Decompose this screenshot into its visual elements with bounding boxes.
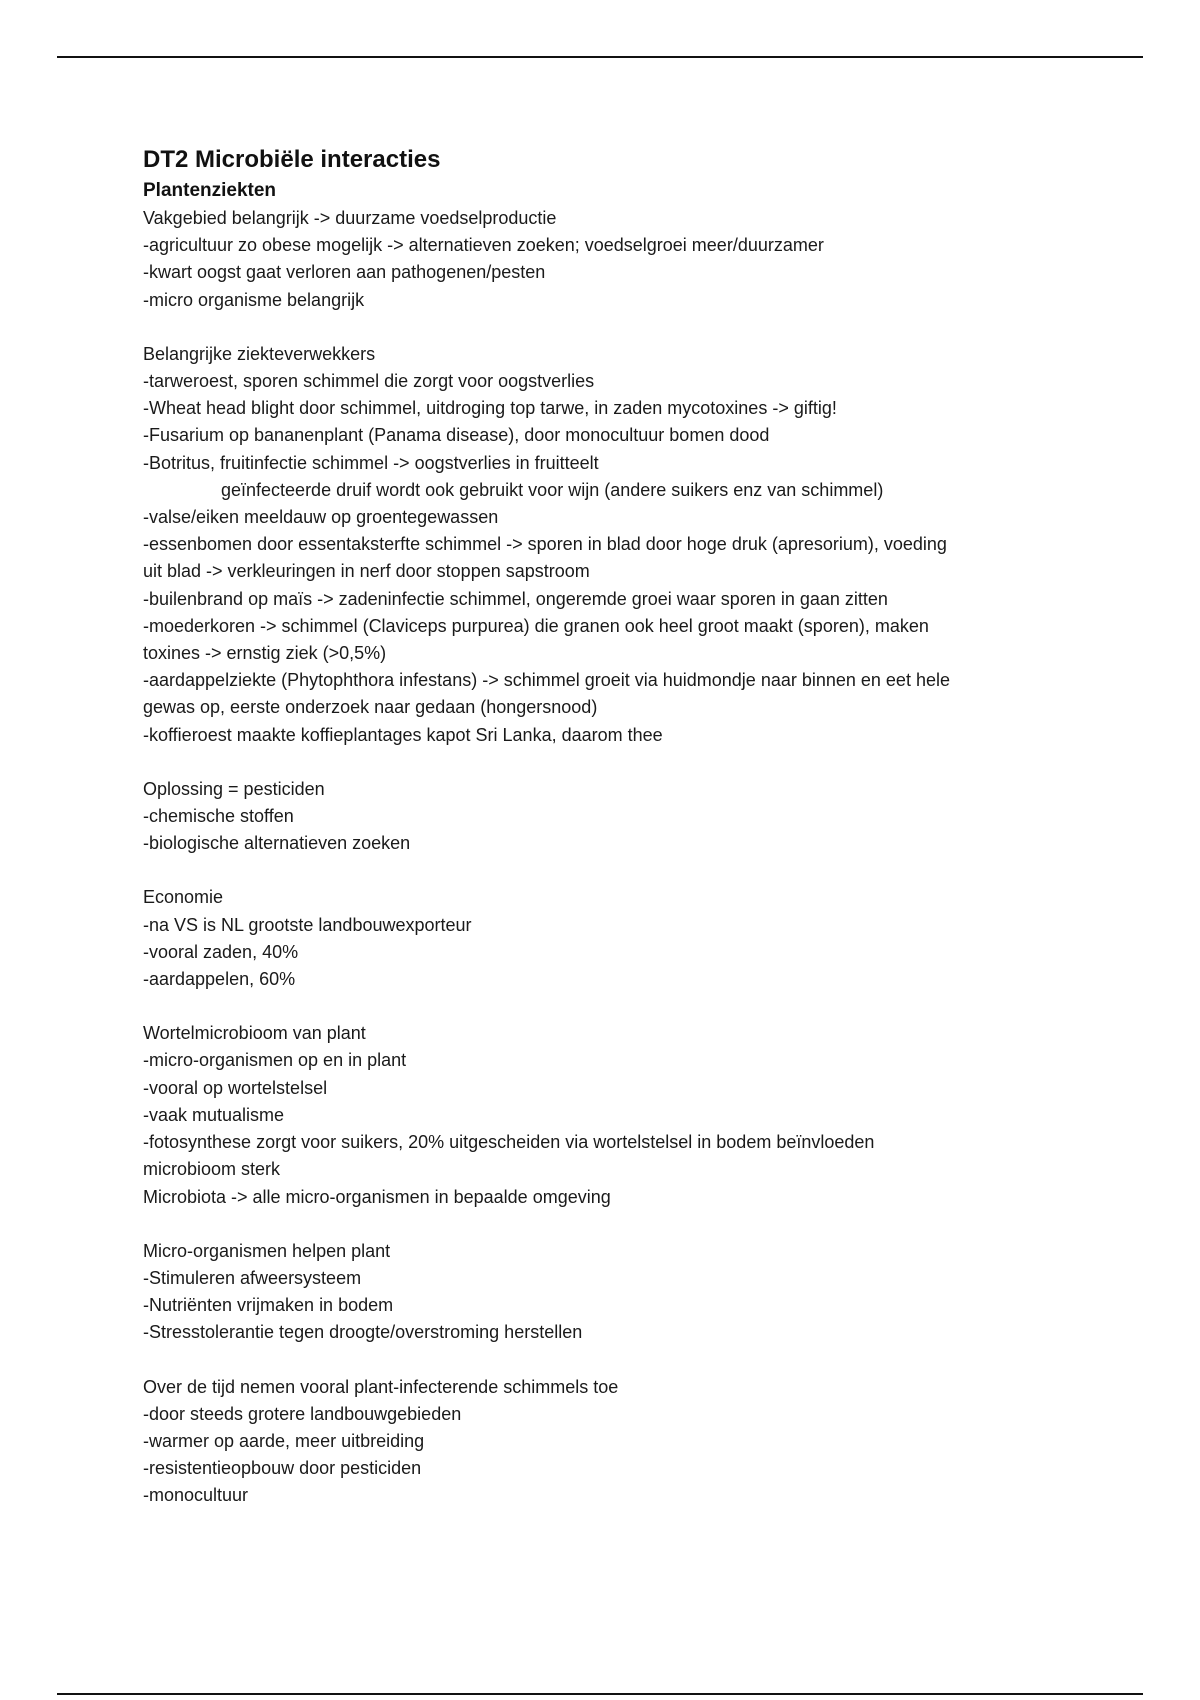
section-heading: Oplossing = pesticiden [143,778,325,799]
text-line: -warmer op aarde, meer uitbreiding [143,1430,425,1451]
text-line: -koffieroest maakte koffieplantages kapot Sri Lanka, daarom thee [143,724,663,745]
text-line: -na VS is NL grootste landbouwexporteur [143,914,472,935]
section-solution [143,776,1083,858]
text-line: -Stresstolerantie tegen droogte/overstroming herstellen [143,1322,583,1343]
text-line: -chemische stoffen [143,806,294,827]
header-rule [57,56,1143,58]
section-pathogens [143,341,1083,749]
text-line: -micro organisme belangrijk [143,289,365,310]
footer-rule [57,1693,1143,1695]
text-line: gewas op, eerste onderzoek naar gedaan (hongersnood) [143,697,598,718]
text-line: -Botritus, fruitinfectie schimmel -> oogstverlies in fruitteelt [143,452,599,473]
text-line: -resistentieopbouw door pesticiden [143,1458,422,1479]
text-line: -vooral zaden, 40% [143,941,299,962]
text-line: uit blad -> verkleuringen in nerf door stoppen sapstroom [143,561,590,582]
section-heading: Economie [143,887,224,908]
document-title: DT2 Microbiële interacties [143,146,441,173]
text-line: -aardappelen, 60% [143,969,296,990]
text-line: -door steeds grotere landbouwgebieden [143,1403,462,1424]
document-body [143,143,1083,1537]
text-line: -builenbrand op maïs -> zadeninfectie schimmel, ongeremde groei waar sporen in gaan zitten [143,588,888,609]
section-helpers [143,1238,1083,1347]
section-heading: Micro-organismen helpen plant [143,1240,391,1261]
text-line: -tarweroest, sporen schimmel die zorgt voor oogstverlies [143,371,595,392]
text-line: -vaak mutualisme [143,1104,285,1125]
text-line: -vooral op wortelstelsel [143,1077,328,1098]
text-line: -Wheat head blight door schimmel, uitdroging top tarwe, in zaden mycotoxines -> giftig! [143,398,837,419]
document-subtitle: Plantenziekten [143,180,277,201]
section-heading: Belangrijke ziekteverwekkers [143,343,376,364]
text-line: -biologische alternatieven zoeken [143,833,411,854]
section-intro [143,205,1083,314]
text-line: -kwart oogst gaat verloren aan pathogenen/pesten [143,262,546,283]
text-line: microbioom sterk [143,1159,281,1180]
indented-text-line: geïnfecteerde druif wordt ook gebruikt voor wijn (andere suikers enz van schimmel) [221,479,884,500]
section-heading: Over de tijd nemen vooral plant-infecterende schimmels toe [143,1376,619,1397]
text-line: -fotosynthese zorgt voor suikers, 20% uitgescheiden via wortelstelsel in bodem beïnvloeden [143,1132,875,1153]
text-line: -essenbomen door essentaksterfte schimmel -> sporen in blad door hoge druk (apresorium), voeding [143,534,947,555]
section-heading: Wortelmicrobioom van plant [143,1023,366,1044]
text-line: -aardappelziekte (Phytophthora infestans) -> schimmel groeit via huidmondje naar binnen en eet hele [143,670,950,691]
section-root-microbiome [143,1020,1083,1210]
text-line: Microbiota -> alle micro-organismen in bepaalde omgeving [143,1186,611,1207]
text-line: -micro-organismen op en in plant [143,1050,407,1071]
text-line: -Fusarium op bananenplant (Panama disease), door monocultuur bomen dood [143,425,770,446]
text-line: -moederkoren -> schimmel (Claviceps purpurea) die granen ook heel groot maakt (sporen), maken [143,615,929,636]
text-line: -monocultuur [143,1485,249,1506]
text-line: -Nutriënten vrijmaken in bodem [143,1295,394,1316]
section-trends [143,1374,1083,1510]
text-line: Vakgebied belangrijk -> duurzame voedselproductie [143,208,557,228]
text-line: -valse/eiken meeldauw op groentegewassen [143,507,499,528]
text-line: toxines -> ernstig ziek (>0,5%) [143,643,387,664]
text-line: -agricultuur zo obese mogelijk -> alternatieven zoeken; voedselgroei meer/duurzamer [143,235,824,256]
section-economy [143,884,1083,993]
text-line: -Stimuleren afweersysteem [143,1267,362,1288]
